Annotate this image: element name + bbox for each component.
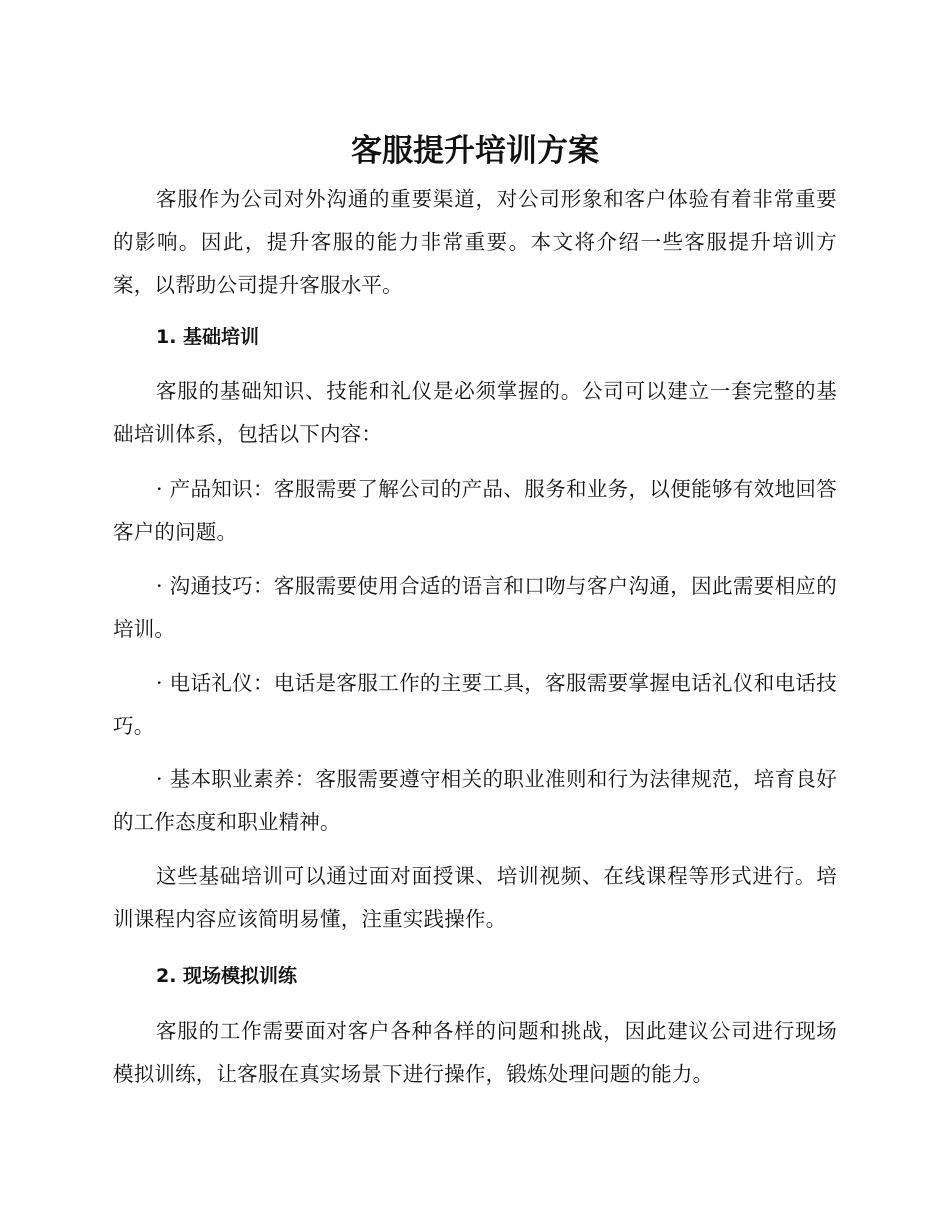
section-heading-basic-training: 1. 基础培训	[156, 326, 260, 348]
section-heading-onsite-simulation: 2. 现场模拟训练	[156, 965, 298, 987]
bullet-professional-quality: · 基本职业素养：客服需要遵守相关的职业准则和行为法律规范，培育良好的工作态度和职业精神。	[113, 767, 837, 834]
basic-training-summary-paragraph: 这些基础培训可以通过面对面授课、培训视频、在线课程等形式进行。培训课程内容应该简明易懂，注重实践操作。	[113, 864, 837, 931]
onsite-simulation-paragraph: 客服的工作需要面对客户各种各样的问题和挑战，因此建议公司进行现场模拟训练，让客服在真实场景下进行操作，锻炼处理问题的能力。	[113, 1019, 837, 1086]
basic-training-paragraph: 客服的基础知识、技能和礼仪是必须掌握的。公司可以建立一套完整的基础培训体系，包括以下内容：	[113, 379, 837, 446]
intro-paragraph: 客服作为公司对外沟通的重要渠道，对公司形象和客户体验有着非常重要的影响。因此，提升客服的能力非常重要。本文将介绍一些客服提升培训方案，以帮助公司提升客服水平。	[113, 187, 837, 297]
bullet-product-knowledge: · 产品知识：客服需要了解公司的产品、服务和业务，以便能够有效地回答客户的问题。	[113, 477, 837, 544]
document-title: 客服提升培训方案	[351, 133, 599, 169]
bullet-communication-skills: · 沟通技巧：客服需要使用合适的语言和口吻与客户沟通，因此需要相应的培训。	[113, 574, 837, 641]
bullet-phone-etiquette: · 电话礼仪：电话是客服工作的主要工具，客服需要掌握电话礼仪和电话技巧。	[113, 671, 837, 738]
